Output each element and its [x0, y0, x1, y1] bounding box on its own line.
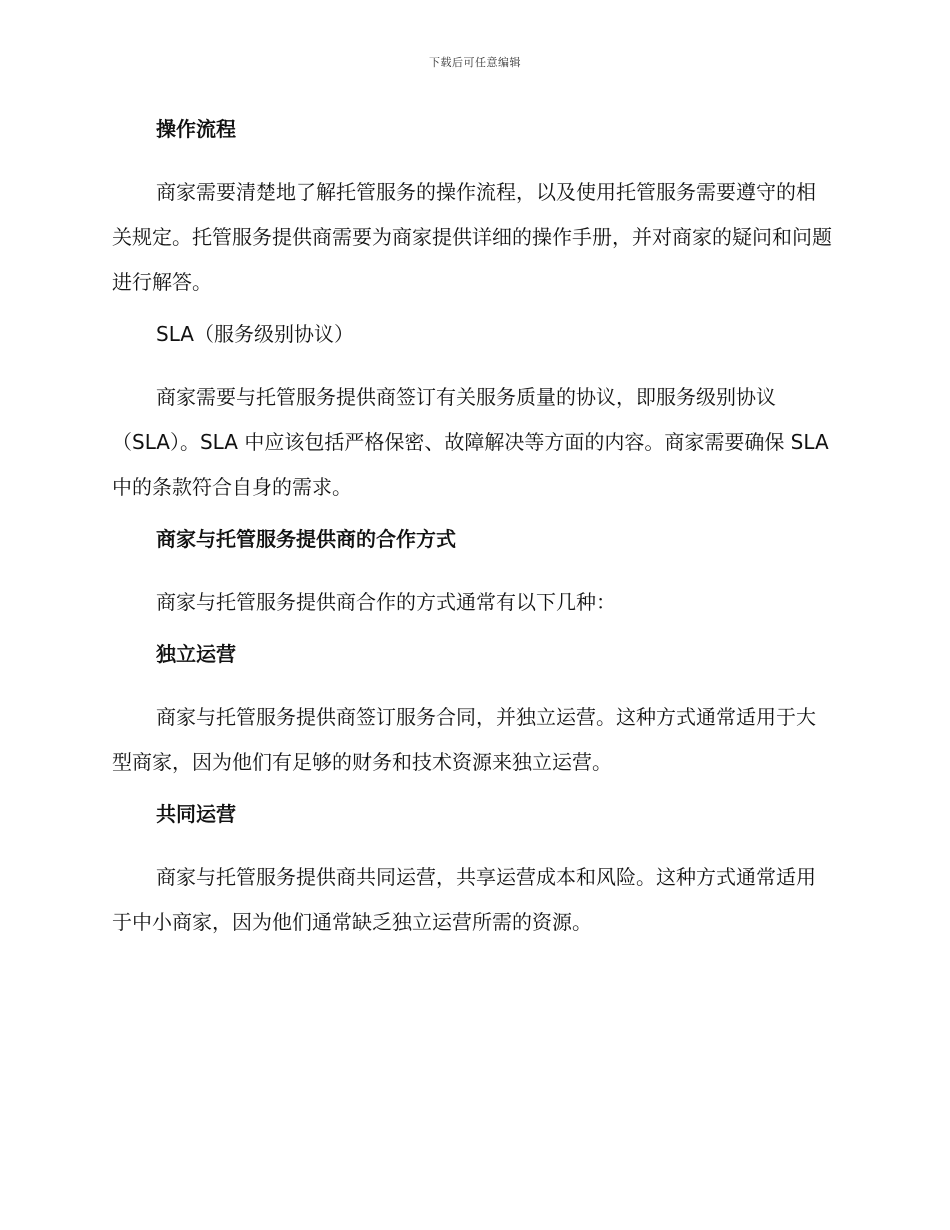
section-paragraph: 商家需要清楚地了解托管服务的操作流程，以及使用托管服务需要遵守的相关规定。托管服务提供商需要为商家提供详细的操作手册，并对商家的疑问和问题进行解答。 [112, 180, 832, 294]
document-body [112, 113, 832, 958]
section-operation-process [112, 113, 832, 305]
section-joint-operation [112, 798, 832, 945]
section-heading: 独立运营 [156, 642, 236, 666]
section-heading: SLA（服务级别协议） [156, 322, 354, 346]
section-independent-operation [112, 638, 832, 785]
section-paragraph: 商家需要与托管服务提供商签订有关服务质量的协议，即服务级别协议（SLA）。SLA 中应该包括严格保密、故障解决等方面的内容。商家需要确保 SLA 中的条款符合自身的需求。 [112, 385, 829, 499]
section-paragraph: 商家与托管服务提供商合作的方式通常有以下几种： [156, 590, 616, 614]
section-heading: 商家与托管服务提供商的合作方式 [156, 527, 456, 551]
section-paragraph: 商家与托管服务提供商共同运营，共享运营成本和风险。这种方式通常适用于中小商家，因为他们通常缺乏独立运营所需的资源。 [112, 865, 816, 934]
section-sla [112, 318, 832, 510]
section-heading: 操作流程 [156, 117, 236, 141]
section-cooperation-modes [112, 523, 832, 625]
section-paragraph: 商家与托管服务提供商签订服务合同，并独立运营。这种方式通常适用于大型商家，因为他们有足够的财务和技术资源来独立运营。 [112, 705, 816, 774]
section-heading: 共同运营 [156, 802, 236, 826]
header-note: 下载后可任意编辑 [429, 56, 521, 69]
